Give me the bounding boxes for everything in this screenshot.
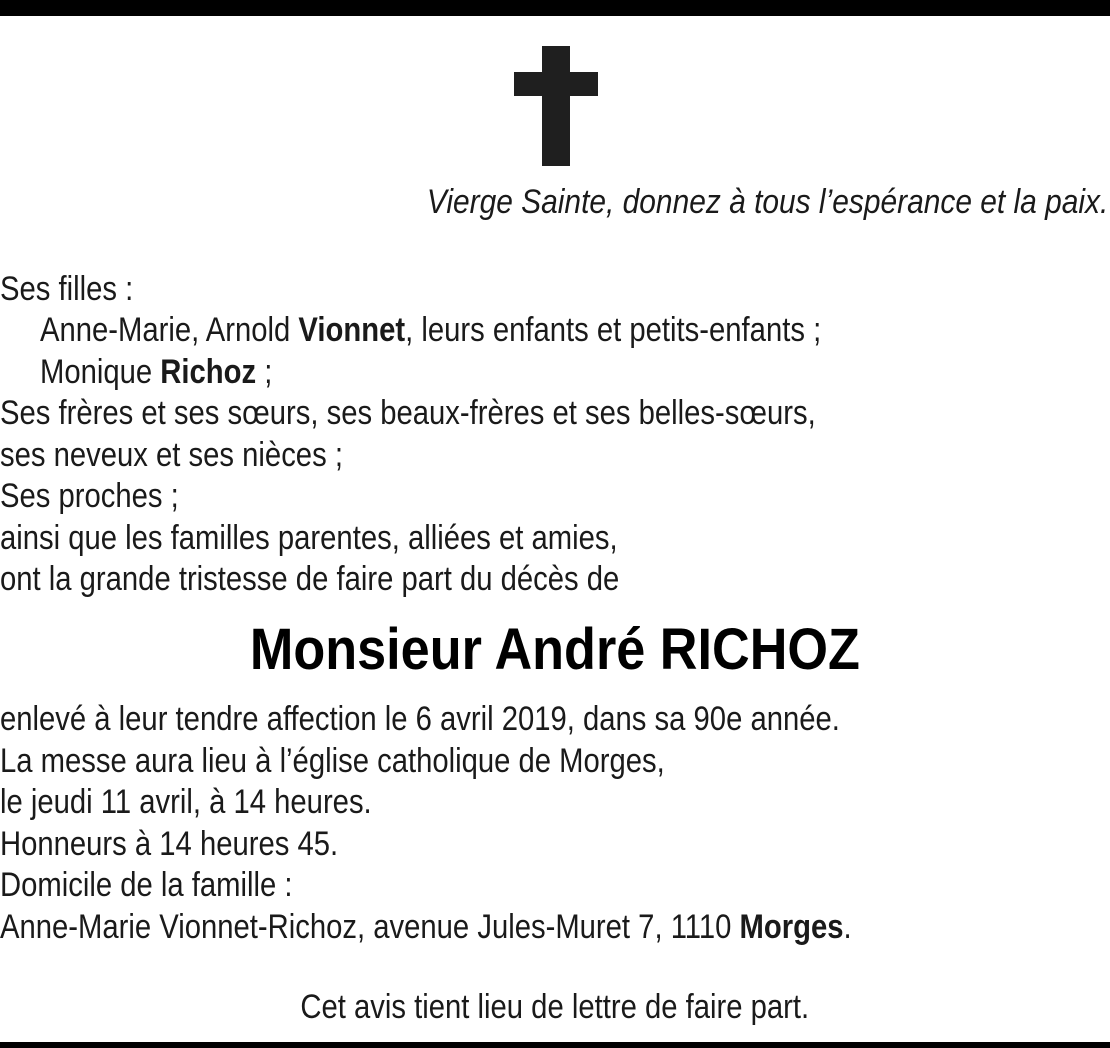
surname-vionnet: Vionnet <box>298 311 406 349</box>
deceased-name: Monsieur André RICHOZ <box>249 617 860 682</box>
relatives-line: Ses proches ; <box>0 477 179 515</box>
footer-note: Cet avis tient lieu de lettre de faire part. <box>300 988 810 1026</box>
daughters-label: Ses filles : <box>0 270 134 308</box>
daughter-line-1: Anne-Marie, Arnold Vionnet, leurs enfants et petits-enfants ; <box>40 311 822 349</box>
taken-line: enlevé à leur tendre affection le 6 avril 2019, dans sa 90e année. <box>0 700 840 738</box>
verse-quote: Vierge Sainte, donnez à tous l’espérance et la paix. <box>426 183 1108 221</box>
domicile-label: Domicile de la famille : <box>0 866 293 904</box>
address-line: Anne-Marie Vionnet-Richoz, avenue Jules-Muret 7, 1110 Morges. <box>0 908 852 946</box>
city-morges: Morges <box>739 908 844 946</box>
mass-line: La messe aura lieu à l’église catholique de Morges, <box>0 742 665 780</box>
latin-cross-icon <box>514 46 598 166</box>
top-border <box>0 0 1110 16</box>
siblings-line: Ses frères et ses sœurs, ses beaux-frères et ses belles-sœurs, <box>0 394 816 432</box>
bottom-border <box>0 1042 1110 1048</box>
announcement-line: ont la grande tristesse de faire part du décès de <box>0 560 620 598</box>
nephews-line: ses neveux et ses nièces ; <box>0 436 343 474</box>
surname-richoz: Richoz <box>160 353 257 391</box>
date-line: le jeudi 11 avril, à 14 heures. <box>0 783 372 821</box>
families-line: ainsi que les familles parentes, alliées et amies, <box>0 519 618 557</box>
daughter-line-2: Monique Richoz ; <box>40 353 273 391</box>
honours-line: Honneurs à 14 heures 45. <box>0 825 339 863</box>
